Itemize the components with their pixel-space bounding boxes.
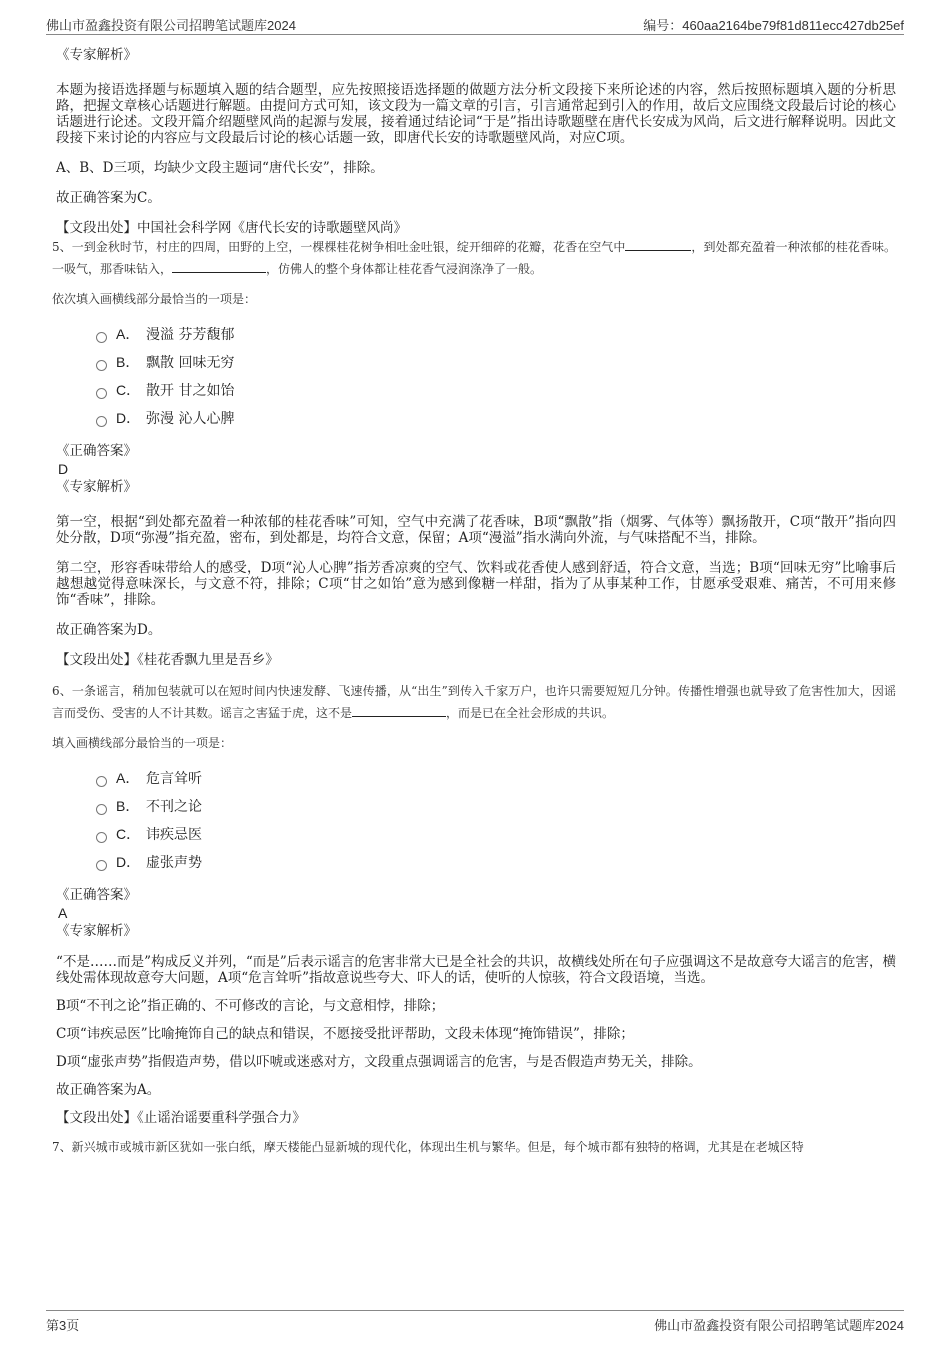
q6-blank [352,704,446,717]
option-letter: A． [116,326,140,342]
header-title: 佛山市盈鑫投资有限公司招聘笔试题库2024 [46,18,296,33]
q6-options [96,764,896,876]
conclusion-paragraph: 故正确答案为C。 [56,190,161,206]
footer-page-number: 第3页 [46,1318,80,1333]
option-text: 散开 甘之如饴 [146,383,235,399]
analysis-paragraph: “不是……而是”构成反义并列，“而是”后表示谣言的危害非常大已是全社会的共识，故横线处所在句子应强调这不是故意夸大谣言的危害，横线处需体现故意夸大问题，A项“危言耸听”指故意说些夸大、吓人的话，使听的人惊骇，符合文段语境，当选。 [56,954,896,986]
radio-icon[interactable] [96,776,107,787]
source-line: 【文段出处】《止谣治谣要重科学强合力》 [56,1110,306,1126]
q5-text-c: ，仿佛人的整个身体都让桂花香气浸润涤净了一般。 [266,262,543,276]
option-text: 危言耸听 [146,771,202,787]
q6-prompt: 填入画横线部分最恰当的一项是： [52,736,233,750]
q5-option-d[interactable] [96,404,896,432]
q6-option-c[interactable] [96,820,896,848]
radio-icon[interactable] [96,832,107,843]
analysis-paragraph: 第二空，形容香味带给人的感受，D项“沁人心脾”指芳香凉爽的空气、饮料或花香使人感到舒适，符合文意，当选；B项“回味无穷”比喻事后越想越觉得意味深长，与文意不符，排除；C项“甘之如饴”意为感到像糖一样甜，指为了从事某种工作，甘愿承受艰难、痛苦，不可用来修饰“香味”，排除。 [56,560,896,608]
option-letter: C． [116,382,141,398]
q5-options [96,320,896,432]
q5-option-b[interactable] [96,348,896,376]
option-letter: C． [116,826,141,842]
option-letter: A． [116,770,140,786]
radio-icon[interactable] [96,332,107,343]
option-text: 漫溢 芬芳馥郁 [146,327,235,343]
q5-text-a: 5、一到金秋时节，村庄的四周，田野的上空，一棵棵桂花树争相吐金吐银，绽开细碎的花瓣，花香在空气中 [52,240,626,254]
q6-text-a: 6、一条谣言，稍加包装就可以在短时间内快速发酵、飞速传播，从“出生”到传入千家万户，也许只需要短短几分钟。传播性增强也就导致了危害性加大，因谣言而受伤、受害的人不计其数。谣言之害猛于虎，这不是 [52,684,896,720]
conclusion-paragraph: 故正确答案为D。 [56,622,162,638]
page-content [52,46,896,1158]
radio-icon[interactable] [96,416,107,427]
option-letter: D． [116,410,141,426]
q5-blank-2 [172,260,266,273]
question-5 [52,236,896,280]
analysis-paragraph: C项“讳疾忌医”比喻掩饰自己的缺点和错误，不愿接受批评帮助，文段未体现“掩饰错误”，排除； [56,1026,634,1042]
q5-prompt: 依次填入画横线部分最恰当的一项是： [52,292,257,306]
header-code-label: 编号： [643,18,683,33]
analysis-paragraph: 第一空，根据“到处都充盈着一种浓郁的桂花香味”可知，空气中充满了花香味，B项“飘散”指（烟雾、气体等）飘扬散开，C项“散开”指向四处分散，D项“弥漫”指充盈，密布，到处都是，均符合文意，保留；A项“漫溢”指水满向外流，与气味搭配不当，排除。 [56,514,896,546]
header-code [643,15,904,34]
page-footer [46,1310,904,1331]
expert-analysis-label: 《专家解析》 [56,479,137,495]
option-text: 讳疾忌医 [146,827,202,843]
radio-icon[interactable] [96,388,107,399]
source-line: 【文段出处】《桂花香飘九里是吾乡》 [56,652,279,668]
q5-blank-1 [625,238,691,251]
option-text: 飘散 回味无穷 [146,355,235,371]
page-header [46,14,904,35]
question-7: 7、新兴城市或城市新区犹如一张白纸，摩天楼能凸显新城的现代化，体现出生机与繁华。但是，每个城市都有独特的格调，尤其是在老城区特 [52,1140,804,1154]
analysis-paragraph: 本题为接语选择题与标题填入题的结合题型，应先按照接语选择题的做题方法分析文段接下来所论述的内容，然后按照标题填入题的分析思路，把握文章核心话题进行解题。由提问方式可知，该文段为一篇文章的引言，引言通常起到引入的作用，故后文应围绕文段最后讨论的核心话题进行论述。文段开篇介绍题壁风尚的起源与发展，接着通过结论词“于是”指出诗歌题壁在唐代长安成为风尚，后文进行解释说明。因此文段接下来讨论的内容应与文段最后讨论的核心话题一致，即唐代长安的诗歌题壁风尚，对应C项。 [56,82,896,146]
answer-value: A [58,905,68,921]
conclusion-paragraph: 故正确答案为A。 [56,1082,161,1098]
analysis-paragraph: B项“不刊之论”指正确的、不可修改的言论，与文意相悖，排除； [56,998,445,1014]
header-code-value: 460aa2164be79f81d811ecc427db25ef [682,18,904,33]
q5-option-c[interactable] [96,376,896,404]
expert-analysis-label: 《专家解析》 [56,923,137,939]
q5-text-b: ，到处都充盈着一种浓郁的桂花香味。一吸气，那香味钻入， [52,240,896,276]
exclude-paragraph: A、B、D三项，均缺少文段主题词“唐代长安”，排除。 [56,160,384,176]
q6-text-b: ，而是已在全社会形成的共识。 [446,706,615,720]
option-letter: D． [116,854,141,870]
radio-icon[interactable] [96,804,107,815]
analysis-paragraph: D项“虚张声势”指假造声势，借以吓唬或迷惑对方，文段重点强调谣言的危害，与是否假造声势无关，排除。 [56,1054,702,1070]
option-letter: B． [116,354,140,370]
option-text: 不刊之论 [146,799,202,815]
footer-title: 佛山市盈鑫投资有限公司招聘笔试题库2024 [654,1318,904,1333]
q6-option-d[interactable] [96,848,896,876]
option-text: 弥漫 沁人心脾 [146,411,235,427]
radio-icon[interactable] [96,860,107,871]
option-text: 虚张声势 [146,855,202,871]
question-6 [52,680,896,724]
answer-label: 《正确答案》 [56,887,137,903]
source-line: 【文段出处】中国社会科学网《唐代长安的诗歌题壁风尚》 [56,220,407,236]
option-letter: B． [116,798,140,814]
q6-option-a[interactable] [96,764,896,792]
answer-value: D [58,461,69,477]
answer-label: 《正确答案》 [56,443,137,459]
radio-icon[interactable] [96,360,107,371]
q5-option-a[interactable] [96,320,896,348]
expert-analysis-label: 《专家解析》 [56,47,137,63]
q6-option-b[interactable] [96,792,896,820]
